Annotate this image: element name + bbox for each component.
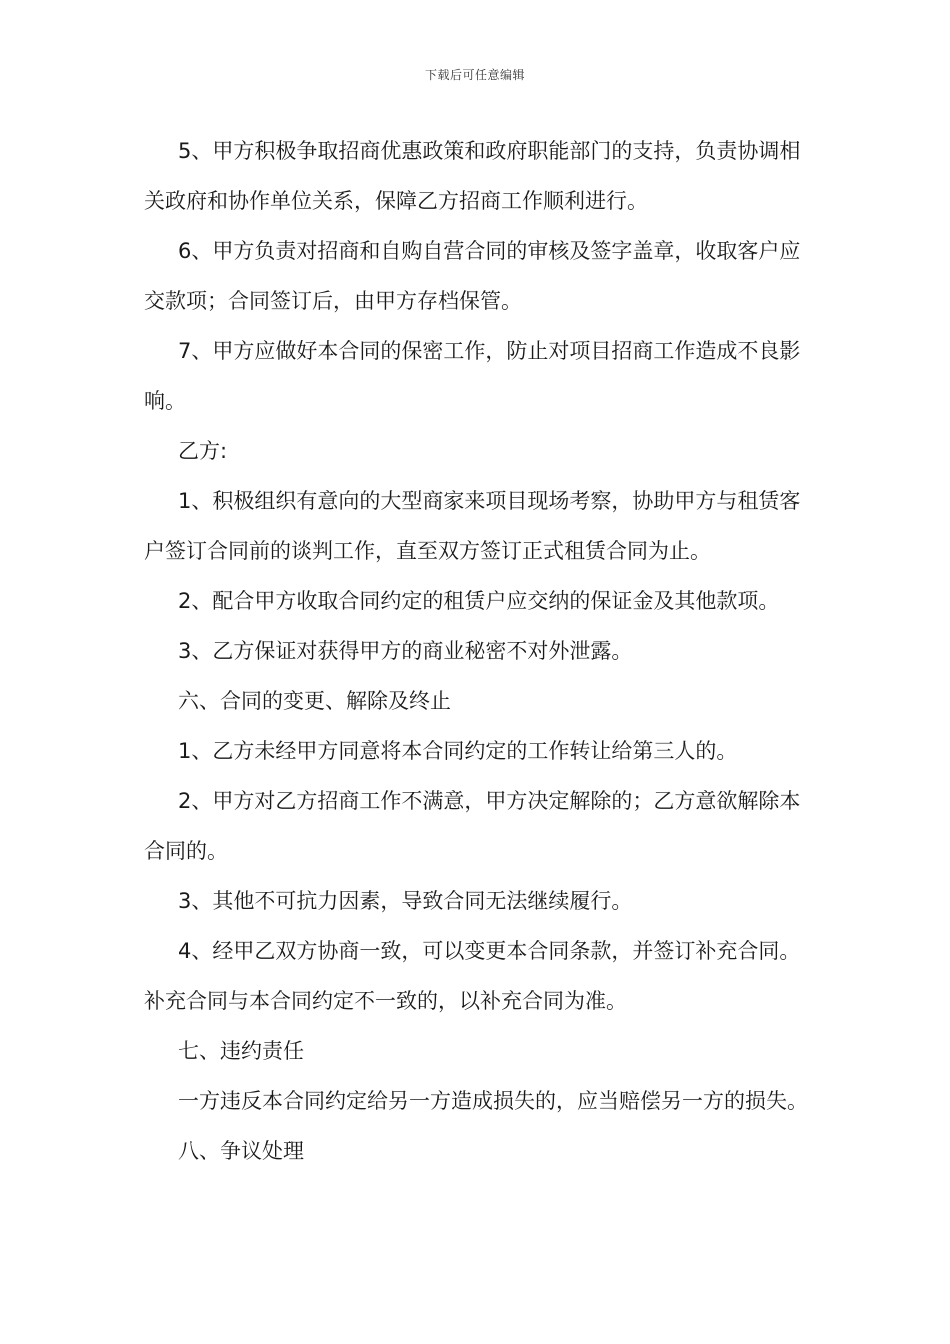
paragraph-clause-b3: 3、乙方保证对获得甲方的商业秘密不对外泄露。 (178, 639, 633, 663)
paragraph-clause-6-3: 3、其他不可抗力因素，导致合同无法继续履行。 (178, 889, 633, 913)
party-b-heading: 乙方: (178, 439, 228, 463)
section-heading-6: 六、合同的变更、解除及终止 (178, 689, 451, 713)
paragraph-clause-a7: 7、甲方应做好本合同的保密工作，防止对项目招商工作造成不良影响。 (144, 339, 801, 413)
document-body (144, 126, 808, 1176)
page-header-note: 下载后可任意编辑 (424, 68, 525, 82)
paragraph-clause-b2: 2、配合甲方收取合同约定的租赁户应交纳的保证金及其他款项。 (178, 589, 780, 613)
paragraph-clause-6-4: 4、经甲乙双方协商一致，可以变更本合同条款，并签订补充合同。补充合同与本合同约定不一致的，以补充合同为准。 (144, 939, 801, 1013)
paragraph-clause-a5: 5、甲方积极争取招商优惠政策和政府职能部门的支持，负责协调相关政府和协作单位关系，保障乙方招商工作顺利进行。 (144, 139, 801, 213)
paragraph-clause-a6: 6、甲方负责对招商和自购自营合同的审核及签字盖章，收取客户应交款项；合同签订后，由甲方存档保管。 (144, 239, 801, 313)
paragraph-clause-7: 一方违反本合同约定给另一方造成损失的，应当赔偿另一方的损失。 (178, 1089, 808, 1113)
paragraph-clause-b1: 1、积极组织有意向的大型商家来项目现场考察，协助甲方与租赁客户签订合同前的谈判工作，直至双方签订正式租赁合同为止。 (144, 489, 801, 563)
section-heading-7: 七、违约责任 (178, 1039, 304, 1063)
paragraph-clause-6-2: 2、甲方对乙方招商工作不满意，甲方决定解除的；乙方意欲解除本合同的。 (144, 789, 801, 863)
paragraph-clause-6-1: 1、乙方未经甲方同意将本合同约定的工作转让给第三人的。 (178, 739, 738, 763)
section-heading-8: 八、争议处理 (178, 1139, 304, 1163)
